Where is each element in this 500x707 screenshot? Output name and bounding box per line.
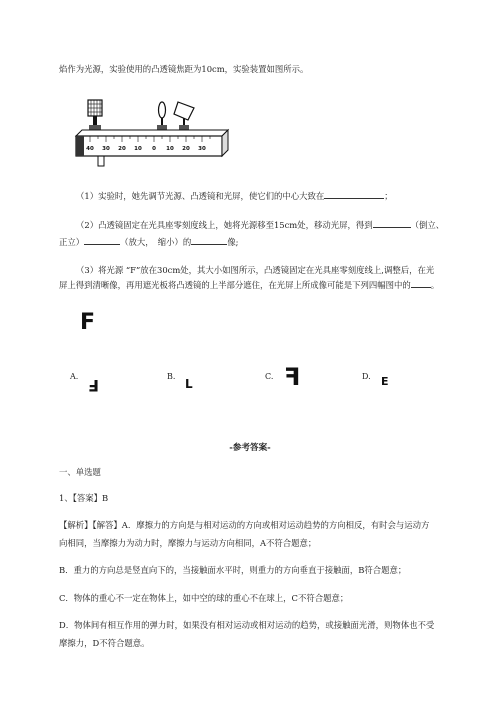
answers-title: -参考答案- xyxy=(229,443,271,453)
question-2-hint: （倒立、 xyxy=(410,220,445,230)
answer-blank xyxy=(373,219,411,228)
option-d-image: E xyxy=(381,375,389,388)
question-1 xyxy=(76,190,393,202)
option-c-image: F xyxy=(284,363,301,391)
question-1-text: （1）实验时，她先调节光源、凸透镜和光屏，使它们的中心大致在 xyxy=(76,191,325,201)
question-2-hint: 正立） xyxy=(59,237,85,247)
option-a-image: F xyxy=(88,376,99,395)
question-3-line-1: （3）将光源 “F”放在30cm处，其大小如图所示，凸透镜固定在光具座零刻度线上,调整后，在光 xyxy=(76,265,435,275)
answer-blank xyxy=(191,236,227,245)
answer-blank xyxy=(84,236,120,245)
section-heading: 一、单选题 xyxy=(59,467,101,477)
ruler-tick-label: 10 xyxy=(134,146,142,152)
analysis-line-1: 【解析】【解答】A．摩擦力的方向是与相对运动的方向或相对运动趋势的方向相反，有时会与运动方 xyxy=(59,520,430,530)
option-d-label: D. xyxy=(362,372,371,381)
ruler-tick-label: 40 xyxy=(86,146,94,152)
light-screen xyxy=(174,102,194,120)
option-b-image: L xyxy=(185,377,193,391)
question-3-end: 。 xyxy=(430,280,440,290)
option-c-label: C. xyxy=(265,372,274,381)
answer-blank xyxy=(411,279,431,288)
ruler-tick-label: 30 xyxy=(198,146,206,152)
question-2-line-1 xyxy=(76,219,444,231)
analysis-option-b: B．重力的方向总是竖直向下的，当接触面水平时，则重力的方向垂直于接触面，B符合题意； xyxy=(59,565,407,575)
question-2-text: （2）凸透镜固定在光具座零刻度线上，她将光源移至15cm处，移动光屏，得到 xyxy=(76,220,373,230)
question-3-line-2 xyxy=(59,279,439,291)
ruler-tick-label: 20 xyxy=(182,146,190,152)
source-letter: F xyxy=(80,310,96,335)
option-a-label: A. xyxy=(70,372,79,381)
optical-bench-diagram xyxy=(72,98,232,170)
ruler-tick-label: 10 xyxy=(166,146,174,152)
option-b-label: B. xyxy=(167,372,176,381)
answer-blank xyxy=(324,190,384,199)
question-1-end: ； xyxy=(384,191,393,201)
analysis-line-2: 向相同，当摩擦力为动力时，摩擦力与运动方向相同，A不符合题意； xyxy=(59,538,317,548)
analysis-option-d-line-1: D．物体间有相互作用的弹力时，如果没有相对运动或相对运动的趋势，或接触面光滑，则物体也不受 xyxy=(59,620,435,630)
convex-lens xyxy=(159,102,166,118)
ruler-tick-label: 30 xyxy=(102,146,110,152)
ruler-tick-label: 0 xyxy=(152,146,156,152)
analysis-option-d-line-2: 摩擦力，D不符合题意。 xyxy=(59,638,150,648)
ruler-tick-label: 20 xyxy=(118,146,126,152)
answer-1: 1、【答案】B xyxy=(59,493,109,503)
intro-line: 焰作为光源，实验使用的凸透镜焦距为10cm，实验装置如图所示。 xyxy=(59,64,309,74)
question-3-text: 屏上得到清晰像，再用遮光板将凸透镜的上半部分遮住，在光屏上所成像可能是下列四幅图中的 xyxy=(59,280,411,290)
question-2-line-2 xyxy=(59,236,239,248)
question-2-hint: （放大， 缩小）的 xyxy=(120,237,192,247)
analysis-option-c: C．物体的重心不一定在物体上，如中空的球的重心不在球上，C不符合题意； xyxy=(59,593,349,603)
question-2-end: 像; xyxy=(227,237,239,247)
